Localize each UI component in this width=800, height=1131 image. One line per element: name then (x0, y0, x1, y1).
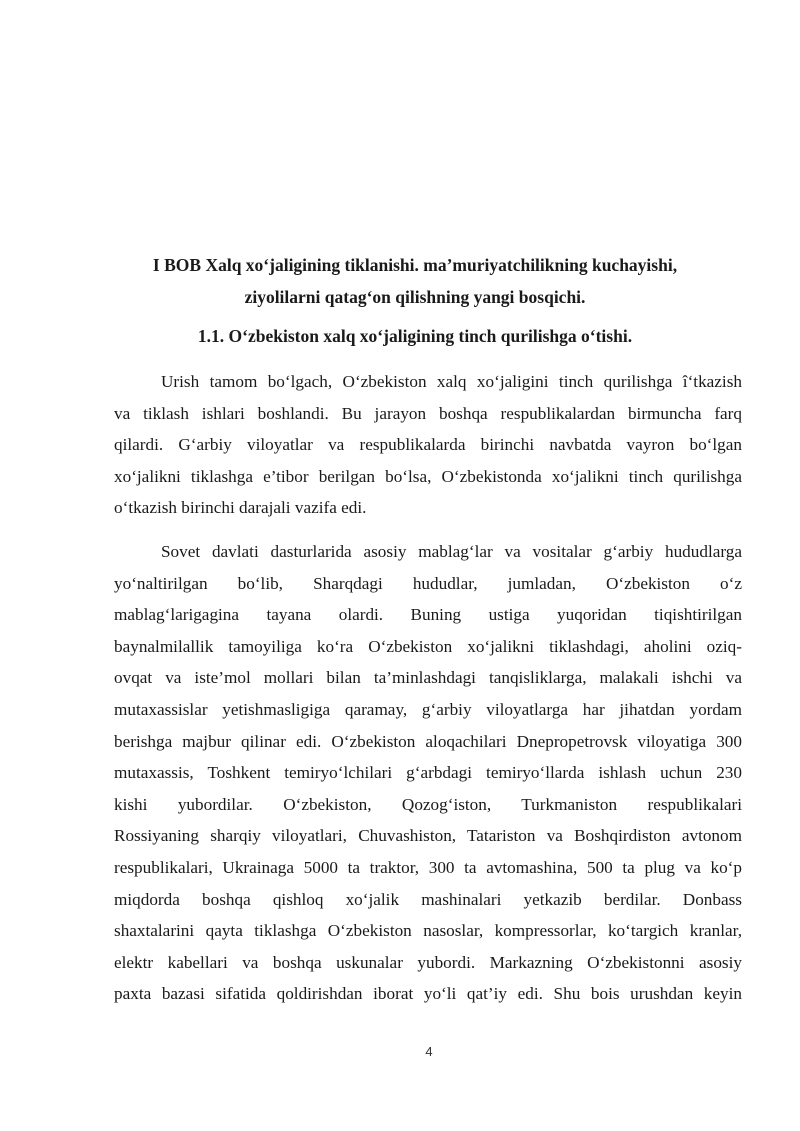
section-title: 1.1. O‘zbekiston xalq xo‘jaligining tinch qurilishga o‘tishi. (197, 326, 633, 346)
paragraph-line: mutaxassis, Toshkent temiryo‘lchilari g‘arbdagi temiryo‘llarda ishlash uchun 230 (114, 763, 742, 783)
paragraph-line: elektr kabellari va boshqa uskunalar yubordi. Markazning O‘zbekistonni asosiy (114, 952, 742, 972)
paragraph-line: mutaxassislar yetishmasligiga qaramay, g‘arbiy viloyatlarga har jihatdan yordam (114, 699, 742, 719)
paragraph-line: Sovet davlati dasturlarida asosiy mablag‘lar va vositalar g‘arbiy hududlarga (161, 542, 742, 561)
paragraph-line: shaxtalarini qayta tiklashga O‘zbekiston nasoslar, kompressorlar, ko‘targich kranlar, (114, 921, 742, 941)
page-number: 4 (425, 1044, 433, 1059)
paragraph-line: qilardi. G‘arbiy viloyatlar va respublikalarda birinchi navbatda vayron bo‘lgan (114, 435, 742, 455)
paragraph-line: paxta bazasi sifatida qoldirishdan iborat yo‘li qat’iy edi. Shu bois urushdan keyin (114, 984, 742, 1004)
paragraph-line: Rossiyaning sharqiy viloyatlari, Chuvashiston, Tatariston va Boshqirdiston avtonom (114, 826, 742, 846)
paragraph-2 (114, 536, 742, 1010)
paragraph-line: miqdorda boshqa qishloq xo‘jalik mashinalari yetkazib berdilar. Donbass (114, 889, 742, 909)
paragraph-line: o‘tkazish birinchi darajali vazifa edi. (114, 498, 367, 518)
paragraph-line: berishga majbur qilinar edi. O‘zbekiston aloqachilari Dnepropetrovsk viloyatiga 300 (114, 731, 742, 751)
paragraph-line: baynalmilallik tamoyiliga ko‘ra O‘zbekiston xo‘jalikni tiklashdagi, aholini oziq- (114, 636, 742, 656)
paragraph-1 (114, 366, 742, 524)
paragraph-line: va tiklash ishlari boshlandi. Bu jarayon boshqa respublikalardan birmuncha farq (114, 403, 742, 423)
paragraph-line: ovqat va iste’mol mollari bilan ta’minlashdagi tanqisliklarga, malakali ishchi va (114, 668, 742, 688)
paragraph-line: xo‘jalikni tiklashga e’tibor berilgan bo‘lsa, O‘zbekistonda xo‘jalikni tinch qurilishga (114, 466, 742, 486)
paragraph-line: Urish tamom bo‘lgach, O‘zbekiston xalq xo‘jaligini tinch qurilishga î‘tkazish (161, 372, 742, 391)
paragraph-line: yo‘naltirilgan bo‘lib, Sharqdagi hududlar, jumladan, O‘zbekiston o‘z (114, 573, 742, 593)
chapter-title-line-1: I BOB Xalq xo‘jaligining tiklanishi. ma’muriyatchilikning kuchayishi, (152, 255, 678, 275)
chapter-title-line-2: ziyolilarni qatag‘on qilishning yangi bosqichi. (244, 287, 586, 307)
paragraph-line: mablag‘larigagina tayana olardi. Buning ustiga yuqoridan tiqishtirilgan (114, 605, 742, 625)
paragraph-line: respublikalari, Ukrainaga 5000 ta traktor, 300 ta avtomashina, 500 ta plug va ko‘p (114, 857, 742, 877)
paragraph-line: kishi yubordilar. O‘zbekiston, Qozog‘iston, Turkmaniston respublikalari (114, 794, 742, 814)
